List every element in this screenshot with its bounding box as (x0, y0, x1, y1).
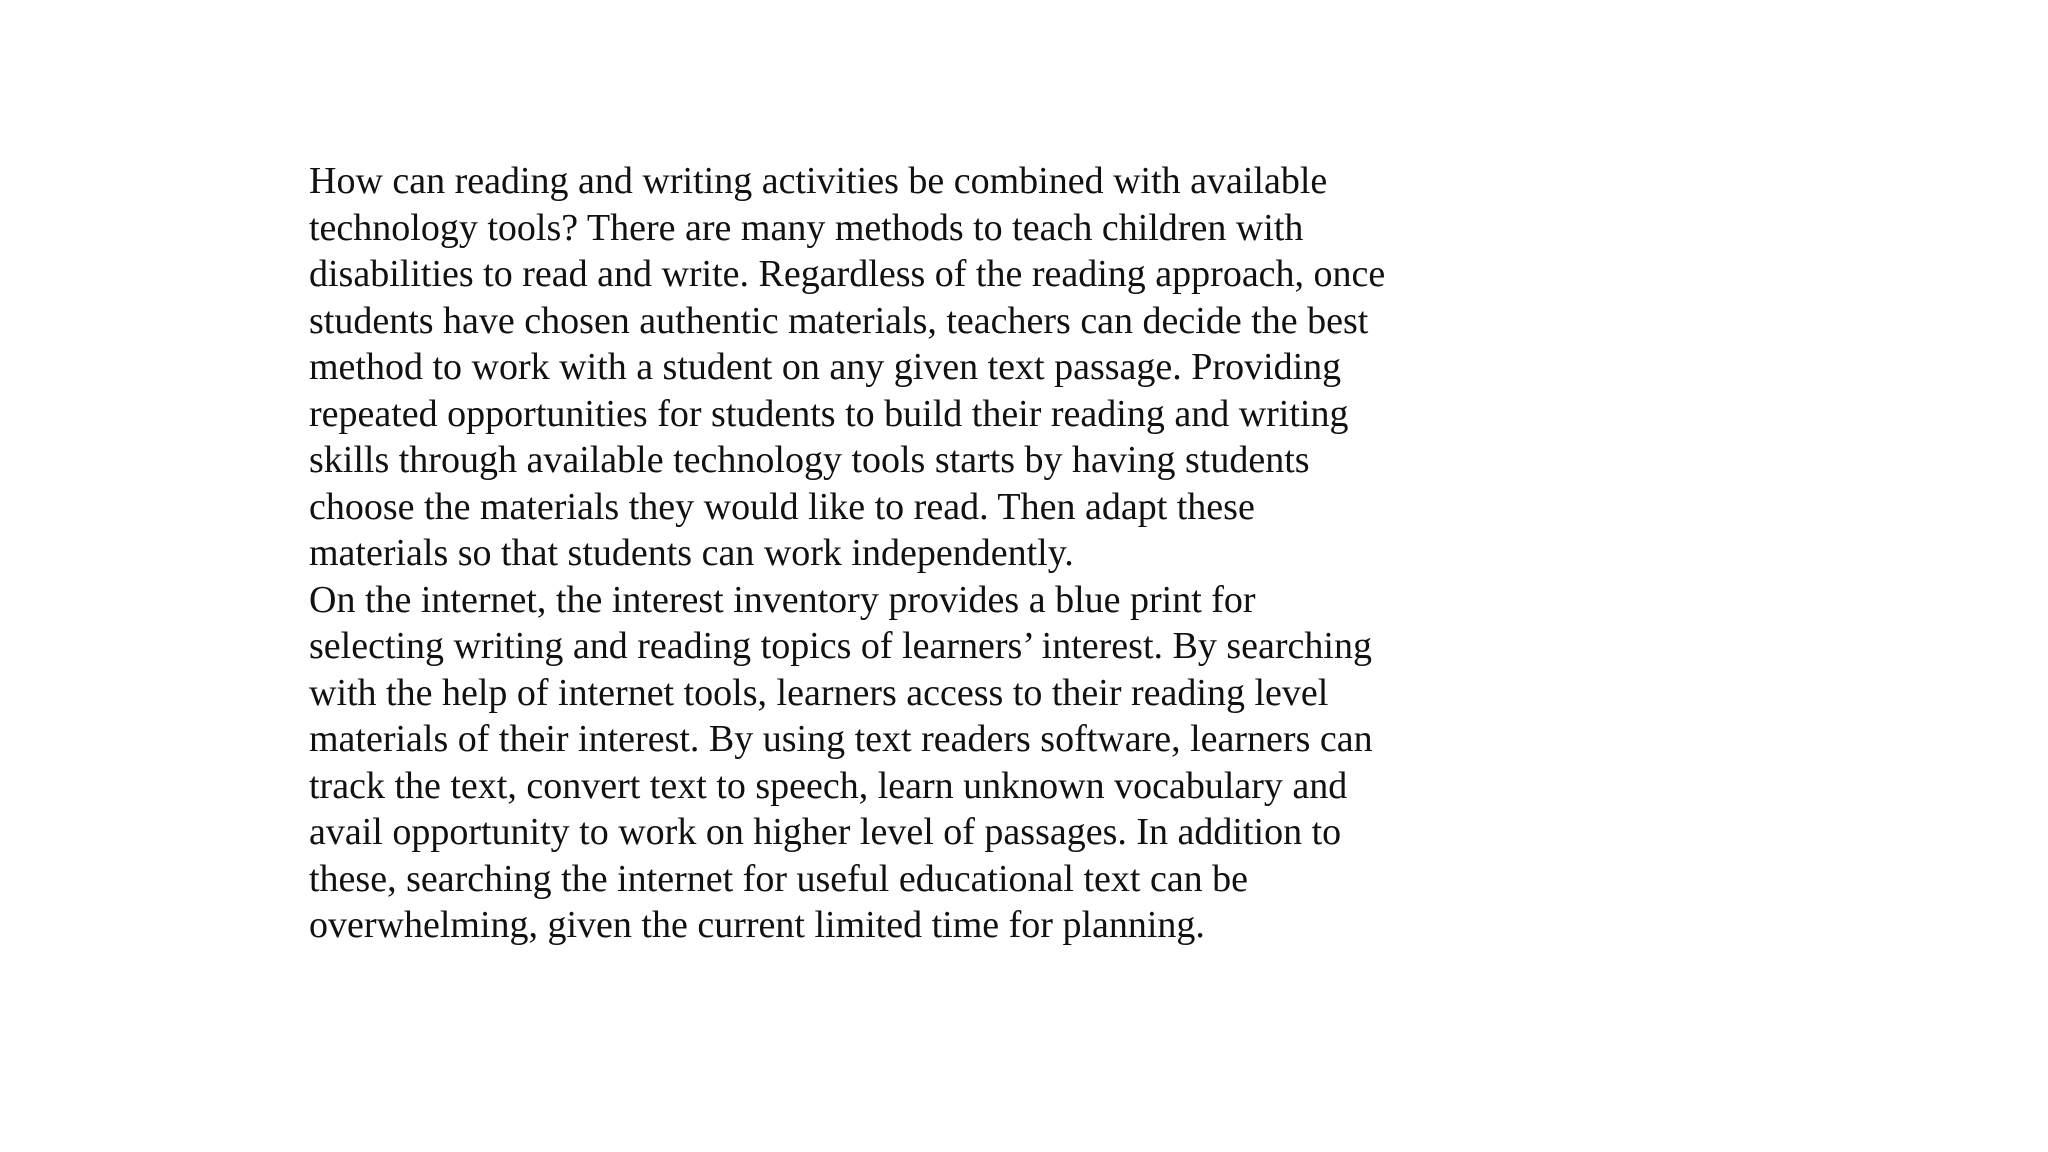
text-line: On the internet, the interest inventory provides a blue print for (309, 578, 1256, 621)
text-line: method to work with a student on any given text passage. Providing (309, 346, 1342, 388)
text-line: technology tools? There are many methods to teach children with (309, 206, 1304, 249)
text-line: How can reading and writing activities be combined with available (309, 160, 1328, 202)
text-line: these, searching the internet for useful educational text can be (309, 857, 1249, 900)
text-line: disabilities to read and write. Regardless of the reading approach, once (309, 253, 1386, 295)
text-line: materials so that students can work independently. (309, 532, 1074, 574)
text-line: materials of their interest. By using text readers software, learners can (309, 718, 1373, 760)
text-line: overwhelming, given the current limited time for planning. (309, 904, 1205, 946)
text-line: avail opportunity to work on higher level of passages. In addition to (309, 811, 1342, 853)
text-line: track the text, convert text to speech, learn unknown vocabulary and (309, 764, 1348, 807)
text-line: choose the materials they would like to read. Then adapt these (309, 485, 1255, 528)
paragraph-1 (309, 158, 1429, 577)
text-line: with the help of internet tools, learners access to their reading level (309, 671, 1329, 714)
text-line: selecting writing and reading topics of learners’ interest. By searching (309, 625, 1372, 667)
document-body (309, 158, 1429, 949)
text-line: students have chosen authentic materials, teachers can decide the best (309, 299, 1369, 342)
text-line: repeated opportunities for students to build their reading and writing (309, 392, 1349, 435)
text-line: skills through available technology tools starts by having students (309, 439, 1310, 481)
paragraph-2 (309, 577, 1429, 949)
